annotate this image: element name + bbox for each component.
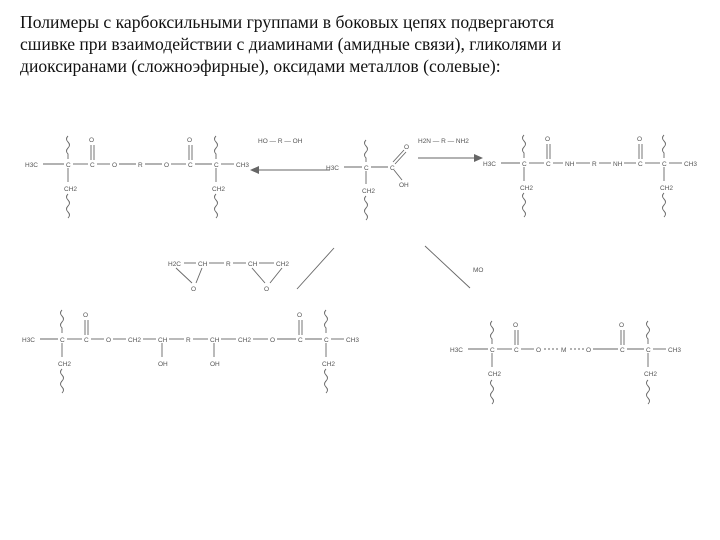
amide-c2: C xyxy=(546,161,551,168)
text-line-3: диоксиранами (сложноэфирные), оксидами металлов (солевые): xyxy=(20,56,501,76)
esb-h3c: H3C xyxy=(22,337,36,344)
salt-c4: C xyxy=(646,347,651,354)
epox-ch2-end: CH2 xyxy=(276,261,290,268)
acid-h3c: H3C xyxy=(326,165,340,172)
ester-top-o1: O xyxy=(89,137,95,144)
amide-h3c: H3C xyxy=(483,161,497,168)
text-line-1: Полимеры с карбоксильными группами в боковых цепях подвергаются xyxy=(20,12,555,32)
ester-top-ch2-left: CH2 xyxy=(64,186,78,193)
epox-o1: O xyxy=(191,286,197,293)
amide-o1: O xyxy=(545,136,551,143)
esb-ch-a: CH xyxy=(158,337,168,344)
diepoxide-reagent xyxy=(168,261,289,293)
esb-o2: O xyxy=(106,337,112,344)
diamine-label: H2N — R — NH2 xyxy=(418,138,469,145)
epox-ch1: CH xyxy=(198,261,208,268)
acid-wavy-top xyxy=(365,140,368,162)
diagonal-line-left xyxy=(297,248,334,289)
ester-top-c3: C xyxy=(188,162,193,169)
epox-h2c: H2C xyxy=(168,261,182,268)
esb-c1: C xyxy=(60,337,65,344)
ester-top-o3: O xyxy=(164,162,170,169)
ester-top-c1: C xyxy=(66,162,71,169)
amide-o2: O xyxy=(637,136,643,143)
esb-ch2-a: CH2 xyxy=(128,337,142,344)
salt-o1: O xyxy=(513,322,519,329)
amide-ch2-left: CH2 xyxy=(520,185,534,192)
text-line-2: сшивке при взаимодействии с диаминами (амидные связи), гликолями и xyxy=(20,34,562,54)
salt-ch3: CH3 xyxy=(668,347,682,354)
amide-c4: C xyxy=(662,161,667,168)
amide-r: R xyxy=(592,161,597,168)
amide-c1: C xyxy=(522,161,527,168)
esb-o1: O xyxy=(83,312,89,319)
esb-c4: C xyxy=(324,337,329,344)
ester-epoxide-product xyxy=(22,310,359,393)
salt-o4: O xyxy=(619,322,625,329)
glycol-label: HO — R — OH xyxy=(258,138,303,145)
esb-oh-b: OH xyxy=(210,361,220,368)
amide-nh1: NH xyxy=(565,161,575,168)
salt-c1: C xyxy=(490,347,495,354)
salt-h3c: H3C xyxy=(450,347,464,354)
ester-glycol-product xyxy=(25,136,249,218)
salt-c2: C xyxy=(514,347,519,354)
epox-ch2: CH xyxy=(248,261,258,268)
ester-top-ch2-right: CH2 xyxy=(212,186,226,193)
esb-r: R xyxy=(186,337,191,344)
center-carboxylic-acid xyxy=(326,140,409,220)
esb-ch-b: CH xyxy=(210,337,220,344)
esb-ch3: CH3 xyxy=(346,337,360,344)
esb-c2: C xyxy=(84,337,89,344)
arrow-left-head xyxy=(250,166,259,174)
esb-ch2-left: CH2 xyxy=(58,361,72,368)
ester-top-o2: O xyxy=(112,162,118,169)
salt-ch2-right: CH2 xyxy=(644,371,658,378)
salt-c3: C xyxy=(620,347,625,354)
salt-ch2-left: CH2 xyxy=(488,371,502,378)
diamine-reagent xyxy=(418,138,483,162)
ester-top-r: R xyxy=(138,162,143,169)
metal-oxide-label: MO xyxy=(473,267,484,274)
ester-top-c2: C xyxy=(90,162,95,169)
salt-m: M xyxy=(561,347,567,354)
acid-o: O xyxy=(404,144,410,151)
acid-ch2: CH2 xyxy=(362,188,376,195)
esb-o4: O xyxy=(297,312,303,319)
ester-top-ch3: CH3 xyxy=(236,162,250,169)
amide-product xyxy=(483,135,697,217)
salt-o2: O xyxy=(536,347,542,354)
amide-nh2: NH xyxy=(613,161,623,168)
esb-o3: O xyxy=(270,337,276,344)
acid-wavy-bottom xyxy=(365,196,368,220)
amide-c3: C xyxy=(638,161,643,168)
metal-salt-product xyxy=(450,321,681,404)
arrow-right-head xyxy=(474,154,483,162)
glycol-reagent xyxy=(250,138,330,174)
esb-c3: C xyxy=(298,337,303,344)
acid-c2: C xyxy=(390,165,395,172)
epox-o2: O xyxy=(264,286,270,293)
amide-ch3: CH3 xyxy=(684,161,698,168)
esb-oh-a: OH xyxy=(158,361,168,368)
salt-o3: O xyxy=(586,347,592,354)
diagonal-line-right xyxy=(425,246,470,288)
esb-ch2-b: CH2 xyxy=(238,337,252,344)
acid-c1: C xyxy=(364,165,369,172)
ester-top-o4: O xyxy=(187,137,193,144)
acid-oh: OH xyxy=(399,182,409,189)
amide-ch2-right: CH2 xyxy=(660,185,674,192)
ester-top-h3c: H3C xyxy=(25,162,39,169)
epox-r: R xyxy=(226,261,231,268)
ester-top-c4: C xyxy=(214,162,219,169)
esb-ch2-right: CH2 xyxy=(322,361,336,368)
